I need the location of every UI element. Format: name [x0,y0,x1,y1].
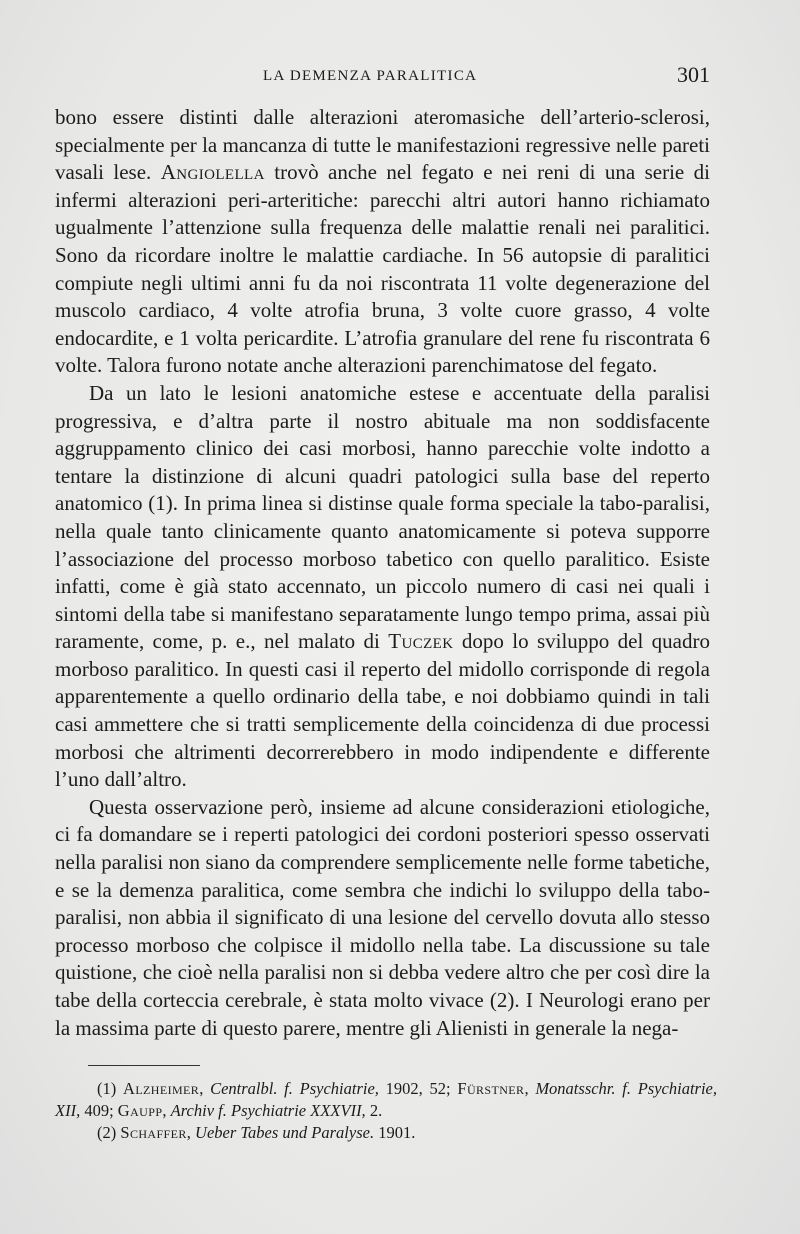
footnote-journal-archiv: Archiv f. Psychiatrie XXXVII, [170,1101,366,1120]
footnote-1-sep-3: , [524,1079,536,1098]
paragraph-2-text-a: Da un lato le lesioni anatomiche estese e accentuate della paralisi progressiva, e d’altra parte il nostro abituale ma non soddisfacente aggruppamento clinico dei casi morbosi, hanno parecchie volte indotto a tentare la distinzione di alcuni quadri patologici sulla base del reperto anatomico (1). In prima linea si distinse quale forma speciale la tabo-paralisi, nella quale tanto clinicamente quanto anatomicamente si poteva supporre l’associazione del processo morboso tabetico con quello paralitico. Esiste infatti, come è già stato accennato, un piccolo numero di casi nei quali i sintomi della tabe si manifestano separatamente lungo tempo prima, assai più raramente, come, p. e., nel malato di [55,380,710,654]
paragraph-3-text: Questa osservazione però, insieme ad alcune considerazioni etiologiche, ci fa domandare se i reperti patologici dei cordoni posteriori spesso osservati nella paralisi non siano da comprendere semplicemente nelle forme tabetiche, e se la demenza paralitica, come sembra che indichi lo sviluppo della tabo-paralisi, non abbia il significato di una lesione del cervello dovuta allo stesso processo morboso che colpisce il midollo nella tabe. La discussione su tale quistione, che cioè nella paralisi non si debba vedere altro che per così dire la tabe della corteccia cerebrale, è stata molto vivace (2). I Neurologi erano per la massima parte di questo parere, mentre gli Alienisti in generale la nega- [55,794,710,1040]
body-text [55,104,710,1042]
footnote-1-mark: (1) [97,1079,123,1098]
paragraph-3 [55,794,710,1042]
paragraph-1-text-a: bono essere distinti dalle alterazioni ateromasiche dell’arterio-sclerosi, specialmente per la mancanza di tutte le manifestazioni regressive nelle pareti vasali lese. [55,105,710,185]
footnote-author-alzheimer: Alzheimer [123,1079,200,1098]
footnote-2-sep-1: , [186,1123,196,1142]
footnote-2-sep-2: 1901. [374,1123,416,1142]
paragraph-2-text-b: dopo lo sviluppo del quadro morboso paralitico. In questi casi il reperto del midollo corrisponde di regola apparentemente a quello ordinario della tabe, e noi dobbiamo quindi in tali casi ammettere che si tratti semplicemente della coincidenza di due processi morbosi che altrimenti decorrerebbero in modo indipendente e differente l’uno dall’altro. [55,629,710,792]
footnote-author-schaffer: Schaffer [120,1123,187,1142]
paragraph-1 [55,104,710,380]
footnote-1-sep-5: , [162,1101,171,1120]
footnote-1-sep-2: 1902, 52; [378,1079,458,1098]
paragraph-1-text-b: trovò anche nel fegato e nei reni di una serie di infermi alterazioni peri-arteritiche: parecchi altri autori hanno richiamato ugualmente l’attenzione sulla frequenza delle malattie renali nei paralitici. Sono da ricordare inoltre le malattie cardiache. In 56 autopsie di paralitici compiute negli ultimi anni fu da noi riscontrata 11 volte degenerazione del muscolo cardiaco, 4 volte atrofia bruna, 3 volte cuore grasso, 4 volte endocardite, e 1 volta pericardite. L’atrofia granulare del rene fu riscontrata 6 volte. Talora furono notate anche alterazioni parenchimatose del fegato. [55,160,710,378]
paragraph-2 [55,380,710,794]
footnote-author-furstner: Fürstner [457,1079,525,1098]
footnote-rule [88,1065,200,1066]
footnote-journal-monatsschr: Monatsschr. f. Psychiatrie, XII, [55,1079,717,1120]
footnote-1-sep-4: 409; [80,1101,118,1120]
footnotes [55,1078,717,1144]
footnote-1-sep-6: 2. [365,1101,383,1120]
running-title: LA DEMENZA PARALITICA [263,68,478,84]
author-name-tuczek: Tuczek [388,629,454,654]
author-name-angiolella: Angiolella [160,160,265,185]
footnote-1-sep-1: , [199,1079,211,1098]
page-number: 301 [677,62,710,87]
footnote-2 [55,1122,717,1144]
footnote-author-gaupp: Gaupp [117,1101,163,1120]
footnote-2-mark: (2) [97,1123,121,1142]
page-header [55,62,710,92]
footnote-journal-centralbl: Centralbl. f. Psychiatrie, [210,1079,379,1098]
footnote-1 [55,1078,717,1122]
footnote-work-tabes-paralyse: Ueber Tabes und Paralyse. [195,1123,375,1142]
